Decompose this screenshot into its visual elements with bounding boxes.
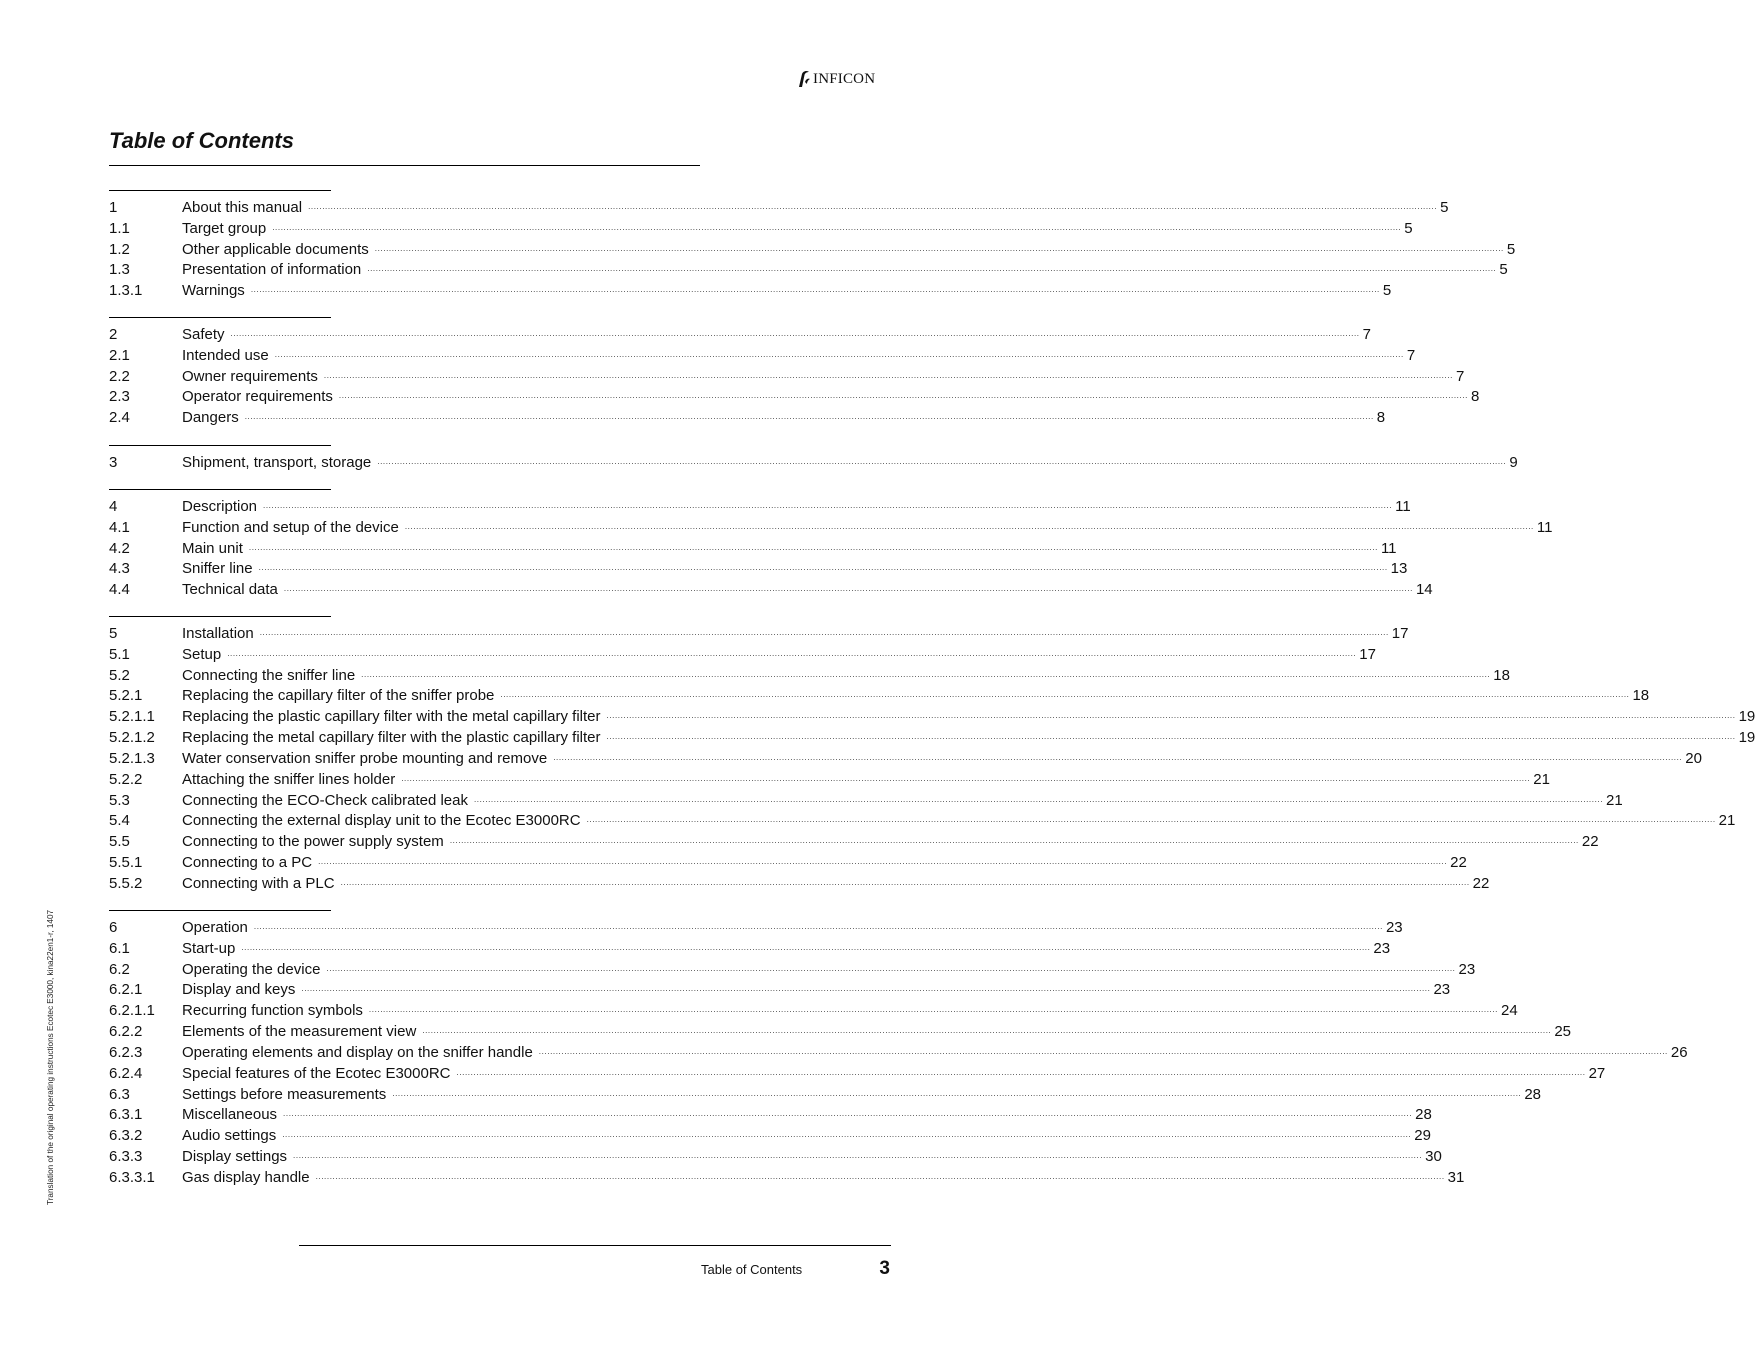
toc-entry[interactable] (109, 663, 1510, 684)
toc-entry-page: 26 (1670, 1043, 1688, 1061)
toc-entry-number: 5.2.1.2 (109, 729, 155, 747)
toc-entry-title: Operating the device (182, 960, 321, 978)
toc-leader-dots: ................................................................................................................................................................................................................................................................................................................................................................................................................ (248, 542, 1378, 552)
footer-rule (299, 1245, 891, 1246)
toc-entry-page: 17 (1391, 624, 1409, 642)
toc-entry-number: 6.3.3.1 (109, 1168, 155, 1186)
toc-entry-title: Dangers (182, 409, 239, 427)
toc-entry[interactable] (109, 621, 1409, 642)
toc-section (109, 489, 1553, 599)
toc-entry[interactable] (109, 515, 1553, 536)
toc-leader-dots: ................................................................................................................................................................................................................................................................................................................................................................................................................ (538, 1046, 1668, 1056)
toc-section (109, 190, 1516, 300)
toc-entry-title: Attaching the sniffer lines holder (182, 770, 396, 788)
toc-entry-page: 7 (1406, 346, 1416, 364)
toc-entry-title: Replacing the capillary filter of the sniffer probe (182, 687, 495, 705)
toc-leader-dots: ................................................................................................................................................................................................................................................................................................................................................................................................................ (258, 563, 1388, 573)
toc-entry-title: Water conservation sniffer probe mounting and remove (182, 749, 548, 767)
toc-leader-dots: ................................................................................................................................................................................................................................................................................................................................................................................................................ (606, 732, 1736, 742)
toc-entry[interactable] (109, 216, 1413, 237)
toc-entry-number: 6 (109, 918, 118, 936)
toc-entry-page: 20 (1685, 749, 1702, 767)
toc-entry[interactable] (109, 1061, 1606, 1082)
toc-entry-title: Description (182, 497, 258, 515)
toc-entry-title: Operating elements and display on the sniffer handle (182, 1043, 533, 1061)
toc-entry-number: 6.1 (109, 939, 130, 957)
toc-entry[interactable] (109, 385, 1480, 406)
toc-leader-dots: ................................................................................................................................................................................................................................................................................................................................................................................................................ (456, 1067, 1586, 1077)
toc-entry-number: 6.3 (109, 1085, 130, 1103)
toc-leader-dots: ................................................................................................................................................................................................................................................................................................................................................................................................................ (500, 690, 1630, 700)
toc-entry-number: 5.2.2 (109, 770, 143, 788)
toc-entry[interactable] (109, 278, 1392, 300)
toc-entry[interactable] (109, 494, 1411, 515)
toc-entry-page: 23 (1458, 960, 1476, 978)
toc-entry-number: 1.2 (109, 240, 130, 258)
toc-leader-dots: ................................................................................................................................................................................................................................................................................................................................................................................................................ (244, 412, 1374, 422)
toc-entry-number: 2.2 (109, 367, 130, 385)
toc-entry-page: 5 (1506, 240, 1516, 258)
toc-entry-number: 1.3.1 (109, 282, 143, 300)
toc-entry[interactable] (109, 450, 1518, 471)
toc-leader-dots: ................................................................................................................................................................................................................................................................................................................................................................................................................ (606, 711, 1736, 721)
toc-entry-number: 5.5 (109, 833, 130, 851)
toc-entry[interactable] (109, 788, 1623, 809)
toc-entry-page: 5 (1499, 261, 1508, 279)
toc-entry-page: 19 (1738, 708, 1755, 726)
toc-leader-dots: ................................................................................................................................................................................................................................................................................................................................................................................................................ (230, 328, 1360, 338)
toc-entry-number: 2 (109, 325, 118, 343)
toc-entry-title: Function and setup of the device (182, 518, 399, 536)
toc-entry-title: Connecting the external display unit to the Ecotec E3000RC (182, 812, 581, 830)
toc-entry-title: Owner requirements (182, 367, 318, 385)
toc-entry[interactable] (109, 850, 1467, 872)
toc-entry-number: 5.2.1.1 (109, 708, 155, 726)
toc-leader-dots: ................................................................................................................................................................................................................................................................................................................................................................................................................ (250, 285, 1380, 295)
toc-leader-dots: ................................................................................................................................................................................................................................................................................................................................................................................................................ (368, 1005, 1498, 1015)
section-rule (109, 317, 331, 318)
toc-entry-number: 6.3.1 (109, 1106, 143, 1124)
toc-entry-title: Installation (182, 624, 254, 642)
toc-leader-dots: ................................................................................................................................................................................................................................................................................................................................................................................................................ (449, 836, 1579, 846)
section-rule (109, 489, 331, 490)
page-title: Table of Contents (109, 128, 294, 153)
toc-leader-dots: ................................................................................................................................................................................................................................................................................................................................................................................................................ (392, 1088, 1522, 1098)
toc-entry[interactable] (109, 1082, 1542, 1103)
toc-entry-number: 5 (109, 624, 118, 642)
section-rule (109, 910, 331, 911)
toc-leader-dots: ................................................................................................................................................................................................................................................................................................................................................................................................................ (374, 243, 1504, 253)
toc-entry-page: 22 (1581, 833, 1599, 851)
toc-entry-page: 9 (1509, 453, 1518, 471)
toc-entry-page: 30 (1425, 1148, 1442, 1166)
toc-entry-page: 11 (1395, 497, 1411, 515)
toc-entry-title: Special features of the Ecotec E3000RC (182, 1064, 451, 1082)
toc-leader-dots: ................................................................................................................................................................................................................................................................................................................................................................................................................ (367, 264, 1497, 274)
toc-leader-dots: ................................................................................................................................................................................................................................................................................................................................................................................................................ (401, 773, 1531, 783)
toc-entry[interactable] (109, 557, 1408, 578)
toc-entry-title: Replacing the plastic capillary filter with the metal capillary filter (182, 708, 601, 726)
toc-entry-page: 28 (1524, 1085, 1542, 1103)
toc-entry[interactable] (109, 322, 1371, 343)
toc-entry[interactable] (109, 1123, 1431, 1145)
toc-entry-number: 5.4 (109, 812, 130, 830)
toc-entry-page: 17 (1359, 645, 1376, 663)
toc-entry-page: 7 (1362, 325, 1371, 343)
toc-entry-page: 5 (1404, 219, 1413, 237)
toc-entry-title: Target group (182, 219, 267, 237)
toc-entry[interactable] (109, 725, 1755, 747)
toc-entry[interactable] (109, 767, 1550, 788)
toc-entry[interactable] (109, 1019, 1572, 1041)
toc-entry-title: Safety (182, 325, 225, 343)
toc-leader-dots: ................................................................................................................................................................................................................................................................................................................................................................................................................ (318, 857, 1448, 867)
toc-entry-number: 1.1 (109, 219, 130, 237)
toc-entry-number: 2.3 (109, 388, 130, 406)
toc-leader-dots: ................................................................................................................................................................................................................................................................................................................................................................................................................ (253, 921, 1383, 931)
toc-entry-page: 8 (1376, 409, 1386, 427)
inficon-logo (796, 68, 875, 90)
toc-entry-page: 21 (1533, 770, 1550, 788)
toc-entry-number: 6.3.2 (109, 1127, 143, 1145)
toc-entry-title: Connecting to a PC (182, 854, 313, 872)
toc-entry[interactable] (109, 1103, 1432, 1124)
toc-entry-page: 22 (1472, 874, 1490, 892)
toc-leader-dots: ................................................................................................................................................................................................................................................................................................................................................................................................................ (274, 349, 1404, 359)
toc-leader-dots: ................................................................................................................................................................................................................................................................................................................................................................................................................ (241, 942, 1371, 952)
footer-page-number: 3 (879, 1258, 890, 1279)
toc-leader-dots: ................................................................................................................................................................................................................................................................................................................................................................................................................ (293, 1151, 1423, 1161)
toc-leader-dots: ................................................................................................................................................................................................................................................................................................................................................................................................................ (340, 877, 1470, 887)
toc-entry-title: Replacing the metal capillary filter with the plastic capillary filter (182, 729, 601, 747)
toc-leader-dots: ................................................................................................................................................................................................................................................................................................................................................................................................................ (404, 521, 1534, 531)
toc-entry-page: 27 (1588, 1064, 1606, 1082)
toc-section (109, 910, 1688, 1186)
toc-entry-page: 28 (1415, 1106, 1432, 1124)
toc-entry[interactable] (109, 577, 1433, 599)
toc-entry-title: Connecting the sniffer line (182, 666, 356, 684)
toc-entry[interactable] (109, 1144, 1442, 1166)
toc-entry-number: 3 (109, 453, 118, 471)
toc-entry-number: 2.1 (109, 346, 130, 364)
toc-leader-dots: ................................................................................................................................................................................................................................................................................................................................................................................................................ (326, 963, 1456, 973)
toc-leader-dots: ................................................................................................................................................................................................................................................................................................................................................................................................................ (259, 627, 1389, 637)
toc-entry-number: 6.2.1.1 (109, 1002, 155, 1020)
toc-entry-title: Other applicable documents (182, 240, 369, 258)
toc-entry-number: 4.2 (109, 539, 130, 557)
toc-entry-title: Operation (182, 918, 248, 936)
toc-entry-number: 5.2 (109, 666, 130, 684)
toc-entry-number: 6.2.4 (109, 1064, 143, 1082)
toc-entry[interactable] (109, 809, 1736, 830)
toc-leader-dots: ................................................................................................................................................................................................................................................................................................................................................................................................................ (473, 794, 1604, 804)
toc-entry[interactable] (109, 915, 1403, 936)
toc-entry-number: 5.2.1 (109, 687, 143, 705)
inficon-logo-icon (796, 70, 812, 88)
toc-entry-number: 4.3 (109, 560, 130, 578)
toc-leader-dots: ................................................................................................................................................................................................................................................................................................................................................................................................................ (301, 984, 1431, 994)
toc-entry-number: 1.3 (109, 261, 130, 279)
toc-entry-title: Settings before measurements (182, 1085, 387, 1103)
toc-section (109, 317, 1480, 427)
toc-entry-title: Sniffer line (182, 560, 253, 578)
toc-entry-page: 13 (1390, 560, 1408, 578)
toc-entry-page: 5 (1440, 198, 1449, 216)
toc-leader-dots: ................................................................................................................................................................................................................................................................................................................................................................................................................ (282, 1130, 1412, 1140)
toc-entry-title: Connecting the ECO-Check calibrated leak (182, 791, 468, 809)
toc-entry-page: 22 (1450, 854, 1467, 872)
toc-entry-number: 4.4 (109, 581, 130, 599)
toc-entry[interactable] (109, 536, 1397, 557)
toc-leader-dots: ................................................................................................................................................................................................................................................................................................................................................................................................................ (263, 500, 1393, 510)
toc-leader-dots: ................................................................................................................................................................................................................................................................................................................................................................................................................ (377, 456, 1507, 466)
toc-entry-number: 5.1 (109, 645, 130, 663)
toc-entry-page: 5 (1382, 282, 1392, 300)
toc-entry[interactable] (109, 343, 1416, 364)
toc-entry-title: Warnings (182, 282, 245, 300)
toc-entry-title: About this manual (182, 198, 303, 216)
toc-leader-dots: ................................................................................................................................................................................................................................................................................................................................................................................................................ (338, 391, 1468, 401)
toc-entry-number: 6.2.2 (109, 1023, 143, 1041)
toc-entry-page: 18 (1493, 666, 1510, 684)
toc-entry-title: Gas display handle (182, 1168, 310, 1186)
toc-entry[interactable] (109, 405, 1386, 427)
toc-entry-page: 19 (1738, 729, 1755, 747)
toc-leader-dots: ................................................................................................................................................................................................................................................................................................................................................................................................................ (586, 815, 1716, 825)
toc-leader-dots: ................................................................................................................................................................................................................................................................................................................................................................................................................ (272, 222, 1402, 232)
toc-section (109, 616, 1755, 892)
toc-entry-number: 6.2.1 (109, 981, 143, 999)
toc-entry[interactable] (109, 1165, 1465, 1186)
toc-entry-number: 5.5.2 (109, 874, 143, 892)
toc-leader-dots: ................................................................................................................................................................................................................................................................................................................................................................................................................ (361, 669, 1491, 679)
toc-leader-dots: ................................................................................................................................................................................................................................................................................................................................................................................................................ (315, 1171, 1445, 1181)
toc-entry-page: 8 (1470, 388, 1480, 406)
toc-entry[interactable] (109, 936, 1391, 957)
toc-entry-title: Display settings (182, 1148, 288, 1166)
toc-entry[interactable] (109, 364, 1465, 385)
footer-section-label: Table of Contents (701, 1262, 803, 1277)
toc-leader-dots: ................................................................................................................................................................................................................................................................................................................................................................................................................ (422, 1026, 1552, 1036)
toc-leader-dots: ................................................................................................................................................................................................................................................................................................................................................................................................................ (227, 648, 1357, 658)
toc-entry-number: 6.2 (109, 960, 130, 978)
toc-entry-page: 31 (1447, 1168, 1465, 1186)
toc-entry-title: Display and keys (182, 981, 296, 999)
toc-entry-number: 6.2.3 (109, 1043, 143, 1061)
toc-entry-page: 18 (1632, 687, 1650, 705)
toc-entry-title: Start-up (182, 939, 236, 957)
toc-entry-title: Shipment, transport, storage (182, 453, 372, 471)
toc-entry-page: 14 (1415, 581, 1433, 599)
toc-entry[interactable] (109, 829, 1599, 851)
section-rule (109, 190, 331, 191)
toc-entry[interactable] (109, 957, 1476, 978)
toc-entry-title: Operator requirements (182, 388, 333, 406)
toc-entry-page: 21 (1606, 791, 1623, 809)
toc-entry-number: 4.1 (109, 518, 130, 536)
toc-entry-page: 23 (1385, 918, 1403, 936)
toc-entry-title: Audio settings (182, 1127, 277, 1145)
toc-entry-title: Setup (182, 645, 222, 663)
toc-entry-page: 11 (1536, 518, 1553, 536)
toc-entry-title: Technical data (182, 581, 278, 599)
section-rule (109, 445, 331, 446)
toc-entry-title: Miscellaneous (182, 1106, 278, 1124)
section-rule (109, 616, 331, 617)
toc-entry[interactable] (109, 237, 1516, 258)
toc-entry[interactable] (109, 704, 1755, 726)
toc-entry-page: 7 (1455, 367, 1465, 385)
toc-entry-page: 24 (1500, 1002, 1518, 1020)
logo-text: INFICON (813, 70, 876, 87)
toc-section (109, 445, 1518, 471)
toc-entry[interactable] (109, 978, 1451, 999)
toc-entry-title: Main unit (182, 539, 243, 557)
toc-entry-page: 29 (1414, 1127, 1431, 1145)
toc-entry[interactable] (109, 746, 1702, 767)
toc-leader-dots: ................................................................................................................................................................................................................................................................................................................................................................................................................ (283, 1109, 1413, 1119)
toc-entry-page: 23 (1433, 981, 1451, 999)
title-rule (109, 165, 700, 166)
toc-entry-number: 5.2.1.3 (109, 749, 155, 767)
toc-leader-dots: ................................................................................................................................................................................................................................................................................................................................................................................................................ (308, 201, 1438, 211)
toc-entry-page: 25 (1554, 1023, 1572, 1041)
toc-entry[interactable] (109, 642, 1376, 663)
toc-entry[interactable] (109, 258, 1508, 279)
toc-entry-number: 2.4 (109, 409, 130, 427)
toc-entry-number: 5.5.1 (109, 854, 143, 872)
toc-entry-page: 23 (1373, 939, 1391, 957)
toc-entry-page: 21 (1718, 812, 1736, 830)
toc-entry-title: Recurring function symbols (182, 1002, 363, 1020)
toc-entry-title: Connecting with a PLC (182, 874, 335, 892)
toc-entry-number: 5.3 (109, 791, 130, 809)
side-margin-note: Translation of the original operating instructions Ecotec E3000, kina22en1-r, 1407 (46, 909, 55, 1205)
toc-entry[interactable] (109, 684, 1650, 705)
toc-entry-title: Intended use (182, 346, 269, 364)
toc-leader-dots: ................................................................................................................................................................................................................................................................................................................................................................................................................ (283, 584, 1413, 594)
toc-entry-page: 11 (1380, 539, 1397, 557)
toc-entry-title: Elements of the measurement view (182, 1023, 417, 1041)
toc-entry[interactable] (109, 871, 1490, 892)
toc-entry-title: Presentation of information (182, 261, 362, 279)
toc-entry-number: 6.3.3 (109, 1148, 143, 1166)
toc-entry[interactable] (109, 998, 1518, 1020)
toc-entry[interactable] (109, 195, 1449, 216)
toc-leader-dots: ................................................................................................................................................................................................................................................................................................................................................................................................................ (323, 370, 1453, 380)
toc-leader-dots: ................................................................................................................................................................................................................................................................................................................................................................................................................ (553, 752, 1683, 762)
toc-entry[interactable] (109, 1040, 1688, 1061)
toc-entry-number: 4 (109, 497, 118, 515)
toc-entry-title: Connecting to the power supply system (182, 833, 444, 851)
toc-entry-number: 1 (109, 198, 118, 216)
